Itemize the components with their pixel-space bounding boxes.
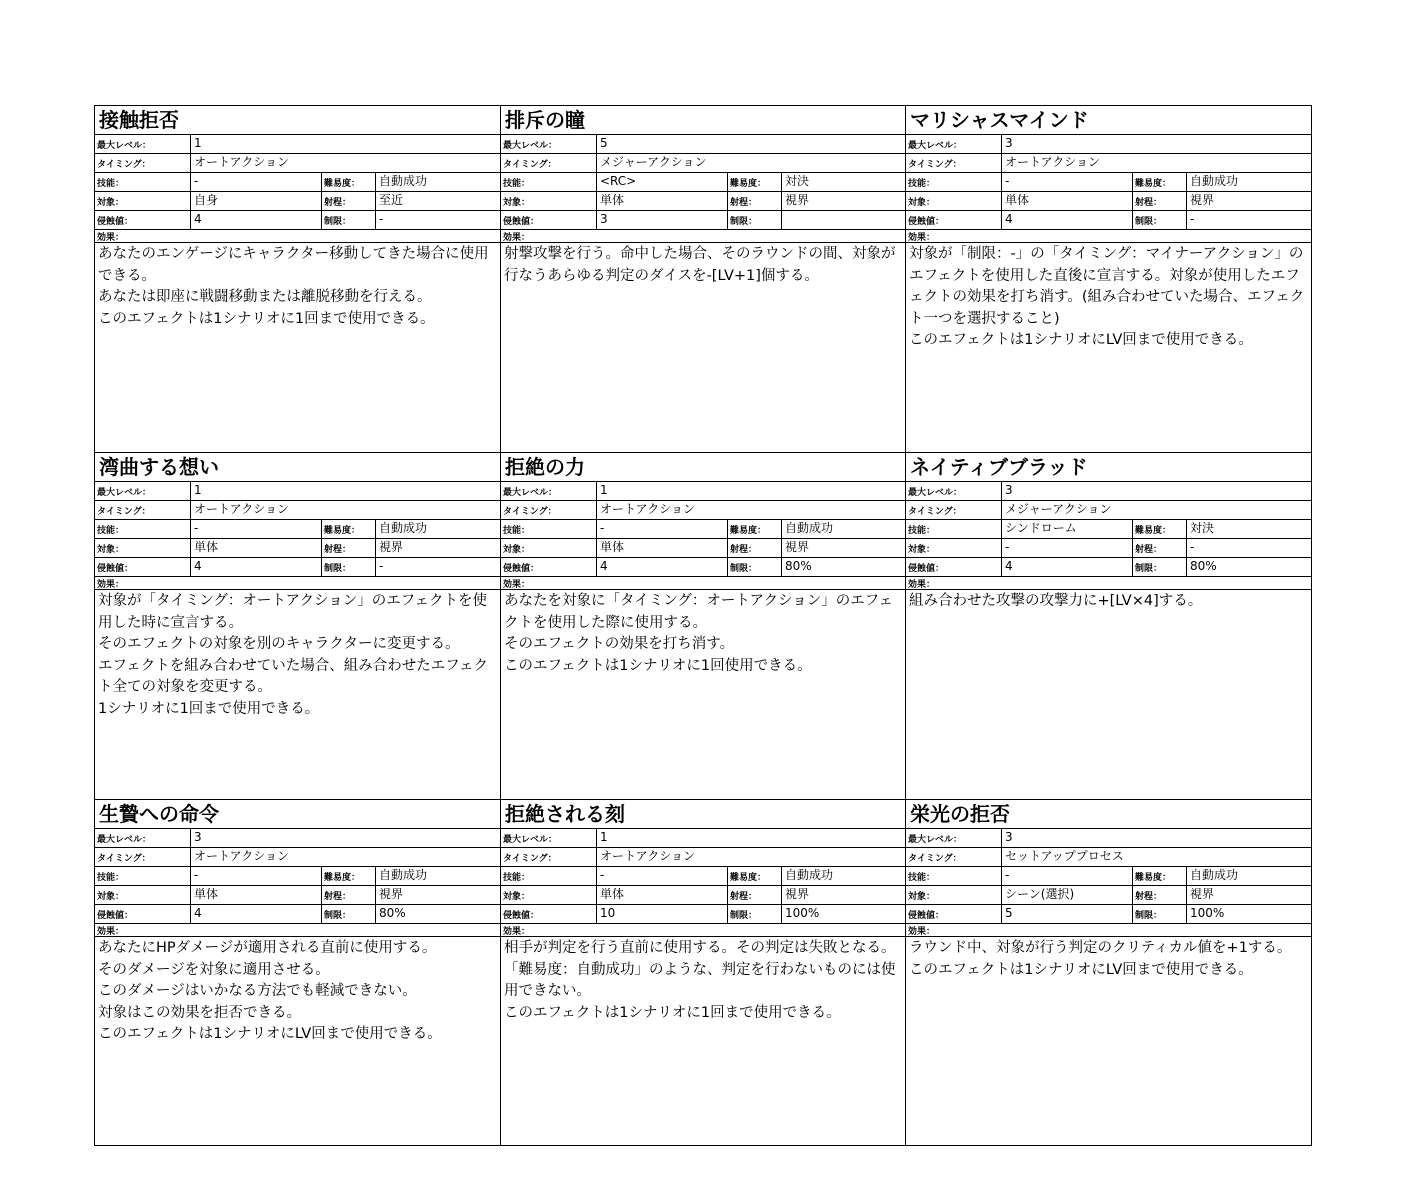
effect-name: 生贄への命令 xyxy=(95,800,500,829)
effect-label: 効果： xyxy=(503,580,531,589)
max-level-row xyxy=(906,135,1311,154)
effect-text: ラウンド中、対象が行う判定のクリティカル値を+1する。 このエフェクトは1シナリオにLV回まで使用できる。 xyxy=(909,940,1292,978)
effect-card-3 xyxy=(906,106,1312,453)
skill-label: 技能： xyxy=(97,526,125,536)
difficulty-value: 自動成功 xyxy=(375,173,500,191)
limit-label: 制限： xyxy=(321,211,375,229)
timing-label: タイミング： xyxy=(503,507,557,517)
erosion-label: 侵蝕値： xyxy=(503,911,540,921)
skill-value: <RC> xyxy=(596,173,727,191)
erosion-label: 侵蝕値： xyxy=(97,911,134,921)
skill-label: 技能： xyxy=(503,179,531,189)
limit-label: 制限： xyxy=(1132,211,1186,229)
skill-value: - xyxy=(190,520,321,538)
effect-label: 効果： xyxy=(503,233,531,242)
max-level-value: 1 xyxy=(190,135,500,153)
erosion-value: 10 xyxy=(596,905,727,923)
skill-row xyxy=(95,867,500,886)
difficulty-value: 自動成功 xyxy=(781,867,905,885)
range-value: - xyxy=(1186,539,1311,557)
max-level-row xyxy=(501,482,905,501)
effect-label-row xyxy=(501,924,905,937)
target-row xyxy=(95,539,500,558)
difficulty-label: 難易度： xyxy=(321,173,375,191)
erosion-label: 侵蝕値： xyxy=(908,564,945,574)
effect-label-row xyxy=(95,577,500,590)
effect-label-row xyxy=(95,230,500,243)
range-value: 視界 xyxy=(781,886,905,904)
range-value: 視界 xyxy=(375,539,500,557)
timing-value: オートアクション xyxy=(1001,154,1311,172)
difficulty-value: 対決 xyxy=(1186,520,1311,538)
difficulty-label: 難易度： xyxy=(1132,173,1186,191)
effect-name: 接触拒否 xyxy=(95,106,500,135)
target-label: 対象： xyxy=(908,545,936,555)
erosion-label: 侵蝕値： xyxy=(503,564,540,574)
timing-row xyxy=(906,154,1311,173)
target-row xyxy=(501,886,905,905)
limit-value: - xyxy=(1186,211,1311,229)
difficulty-value: 自動成功 xyxy=(1186,867,1311,885)
effect-label: 効果： xyxy=(908,580,936,589)
effect-label: 効果： xyxy=(503,927,531,936)
target-row xyxy=(501,192,905,211)
timing-row xyxy=(95,848,500,867)
limit-value: 80% xyxy=(1186,558,1311,576)
effect-label-row xyxy=(501,577,905,590)
effect-label: 効果： xyxy=(908,927,936,936)
range-label: 射程： xyxy=(321,539,375,557)
erosion-value: 5 xyxy=(1001,905,1132,923)
range-label: 射程： xyxy=(727,539,781,557)
max-level-row xyxy=(501,829,905,848)
skill-label: 技能： xyxy=(908,873,936,883)
skill-row xyxy=(95,520,500,539)
skill-value: - xyxy=(1001,867,1132,885)
max-level-value: 3 xyxy=(1001,482,1311,500)
target-value: 単体 xyxy=(190,886,321,904)
target-label: 対象： xyxy=(97,198,125,208)
effect-text: あなたのエンゲージにキャラクター移動してきた場合に使用できる。 あなたは即座に戦闘移動または離脱移動を行える。 このエフェクトは1シナリオに1回まで使用できる。 xyxy=(98,246,489,327)
erosion-row xyxy=(95,211,500,230)
effect-label: 効果： xyxy=(97,233,125,242)
max-level-row xyxy=(501,135,905,154)
difficulty-value: 自動成功 xyxy=(375,867,500,885)
max-level-value: 3 xyxy=(1001,135,1311,153)
target-row xyxy=(906,539,1311,558)
timing-value: メジャーアクション xyxy=(596,154,905,172)
range-value: 視界 xyxy=(375,886,500,904)
erosion-row xyxy=(906,211,1311,230)
target-label: 対象： xyxy=(97,892,125,902)
max-level-label: 最大レベル： xyxy=(908,141,963,151)
max-level-row xyxy=(906,482,1311,501)
range-value: 視界 xyxy=(1186,192,1311,210)
effect-text: 対象が「制限：-」の「タイミング：マイナーアクション」のエフェクトを使用した直後に宣言する。対象が使用したエフェクトの効果を打ち消す。(組み合わせていた場合、エフェクト一つを選択すること) このエフェクトは1シナリオにLV回まで使用できる。 xyxy=(909,246,1305,348)
effect-card-5 xyxy=(501,453,906,800)
range-label: 射程： xyxy=(1132,886,1186,904)
timing-label: タイミング： xyxy=(503,160,557,170)
target-label: 対象： xyxy=(503,198,531,208)
skill-label: 技能： xyxy=(97,179,125,189)
range-label: 射程： xyxy=(727,192,781,210)
target-row xyxy=(95,192,500,211)
skill-label: 技能： xyxy=(97,873,125,883)
effect-name: 湾曲する想い xyxy=(95,453,500,482)
effect-text: 相手が判定を行う直前に使用する。その判定は失敗となる。「難易度：自動成功」のような、判定を行わないものには使用できない。 このエフェクトは1シナリオに1回まで使用できる。 xyxy=(504,940,896,1021)
effect-card-8 xyxy=(501,800,906,1146)
timing-label: タイミング： xyxy=(97,507,151,517)
skill-label: 技能： xyxy=(908,526,936,536)
timing-row xyxy=(501,501,905,520)
limit-value: - xyxy=(375,558,500,576)
target-label: 対象： xyxy=(503,545,531,555)
max-level-value: 3 xyxy=(1001,829,1311,847)
max-level-label: 最大レベル： xyxy=(908,488,963,498)
target-label: 対象： xyxy=(97,545,125,555)
max-level-label: 最大レベル： xyxy=(503,835,558,845)
target-label: 対象： xyxy=(908,892,936,902)
effect-label: 効果： xyxy=(97,927,125,936)
erosion-value: 4 xyxy=(190,905,321,923)
difficulty-value: 自動成功 xyxy=(781,520,905,538)
erosion-value: 4 xyxy=(1001,211,1132,229)
timing-value: オートアクション xyxy=(190,154,500,172)
max-level-row xyxy=(95,482,500,501)
effect-name: 栄光の拒否 xyxy=(906,800,1311,829)
skill-row xyxy=(501,173,905,192)
erosion-label: 侵蝕値： xyxy=(908,911,945,921)
skill-row xyxy=(906,173,1311,192)
erosion-row xyxy=(95,905,500,924)
timing-row xyxy=(501,848,905,867)
difficulty-label: 難易度： xyxy=(1132,867,1186,885)
effect-name: 排斥の瞳 xyxy=(501,106,905,135)
erosion-value: 4 xyxy=(190,211,321,229)
timing-label: タイミング： xyxy=(908,160,962,170)
effect-text: あなたを対象に「タイミング：オートアクション」のエフェクトを使用した際に使用する。 そのエフェクトの効果を打ち消す。 このエフェクトは1シナリオに1回使用できる。 xyxy=(504,593,894,674)
skill-label: 技能： xyxy=(503,873,531,883)
timing-row xyxy=(906,848,1311,867)
erosion-label: 侵蝕値： xyxy=(97,564,134,574)
timing-label: タイミング： xyxy=(97,854,151,864)
timing-row xyxy=(501,154,905,173)
erosion-label: 侵蝕値： xyxy=(503,217,540,227)
range-label: 射程： xyxy=(321,886,375,904)
effect-label: 効果： xyxy=(97,580,125,589)
skill-row xyxy=(501,520,905,539)
effect-label-row xyxy=(906,577,1311,590)
effect-name: 拒絶の力 xyxy=(501,453,905,482)
skill-value: - xyxy=(190,173,321,191)
effect-name: 拒絶される刻 xyxy=(501,800,905,829)
range-value: 至近 xyxy=(375,192,500,210)
skill-label: 技能： xyxy=(908,179,936,189)
max-level-value: 5 xyxy=(596,135,905,153)
effect-card-2 xyxy=(501,106,906,453)
erosion-row xyxy=(95,558,500,577)
effect-name: ネイティブブラッド xyxy=(906,453,1311,482)
target-label: 対象： xyxy=(503,892,531,902)
target-row xyxy=(501,539,905,558)
max-level-label: 最大レベル： xyxy=(503,141,558,151)
erosion-row xyxy=(501,211,905,230)
timing-label: タイミング： xyxy=(908,854,962,864)
target-value: 単体 xyxy=(596,539,727,557)
effect-text: 組み合わせた攻撃の攻撃力に+[LV×4]する。 xyxy=(909,593,1203,609)
skill-row xyxy=(906,867,1311,886)
max-level-row xyxy=(95,135,500,154)
max-level-label: 最大レベル： xyxy=(908,835,963,845)
range-label: 射程： xyxy=(1132,192,1186,210)
effect-label-row xyxy=(906,230,1311,243)
range-value: 視界 xyxy=(781,192,905,210)
timing-row xyxy=(906,501,1311,520)
erosion-value: 4 xyxy=(596,558,727,576)
timing-label: タイミング： xyxy=(97,160,151,170)
timing-row xyxy=(95,501,500,520)
limit-label: 制限： xyxy=(321,905,375,923)
skill-row xyxy=(95,173,500,192)
skill-value: - xyxy=(190,867,321,885)
timing-label: タイミング： xyxy=(503,854,557,864)
limit-label: 制限： xyxy=(321,558,375,576)
difficulty-label: 難易度： xyxy=(727,520,781,538)
difficulty-label: 難易度： xyxy=(1132,520,1186,538)
target-value: シーン(選択) xyxy=(1001,886,1132,904)
limit-value: 80% xyxy=(375,905,500,923)
max-level-value: 1 xyxy=(190,482,500,500)
limit-value: 100% xyxy=(781,905,905,923)
timing-value: オートアクション xyxy=(190,501,500,519)
target-value: 自身 xyxy=(190,192,321,210)
max-level-row xyxy=(906,829,1311,848)
effect-card-7 xyxy=(95,800,501,1146)
max-level-label: 最大レベル： xyxy=(97,488,152,498)
difficulty-value: 自動成功 xyxy=(375,520,500,538)
target-label: 対象： xyxy=(908,198,936,208)
limit-value: - xyxy=(375,211,500,229)
limit-label: 制限： xyxy=(727,905,781,923)
max-level-label: 最大レベル： xyxy=(97,141,152,151)
erosion-label: 侵蝕値： xyxy=(97,217,134,227)
timing-value: メジャーアクション xyxy=(1001,501,1311,519)
erosion-value: 3 xyxy=(596,211,727,229)
skill-row xyxy=(906,520,1311,539)
skill-value: - xyxy=(1001,173,1132,191)
range-label: 射程： xyxy=(727,886,781,904)
effect-card-4 xyxy=(95,453,501,800)
difficulty-value: 自動成功 xyxy=(1186,173,1311,191)
skill-row xyxy=(501,867,905,886)
timing-label: タイミング： xyxy=(908,507,962,517)
timing-value: オートアクション xyxy=(596,848,905,866)
limit-value xyxy=(781,211,905,229)
max-level-value: 1 xyxy=(596,482,905,500)
difficulty-label: 難易度： xyxy=(321,520,375,538)
range-label: 射程： xyxy=(321,192,375,210)
difficulty-label: 難易度： xyxy=(727,173,781,191)
target-row xyxy=(95,886,500,905)
effect-name: マリシャスマインド xyxy=(906,106,1311,135)
skill-value: シンドローム xyxy=(1001,520,1132,538)
timing-value: オートアクション xyxy=(596,501,905,519)
timing-row xyxy=(95,154,500,173)
limit-value: 100% xyxy=(1186,905,1311,923)
effect-text: 射撃攻撃を行う。命中した場合、そのラウンドの間、対象が行なうあらゆる判定のダイスを-[LV+1]個する。 xyxy=(504,246,896,284)
target-value: 単体 xyxy=(190,539,321,557)
skill-value: - xyxy=(596,867,727,885)
timing-value: セットアッププロセス xyxy=(1001,848,1311,866)
effect-card-grid xyxy=(94,105,1312,1146)
timing-value: オートアクション xyxy=(190,848,500,866)
target-row xyxy=(906,886,1311,905)
erosion-row xyxy=(501,905,905,924)
max-level-label: 最大レベル： xyxy=(503,488,558,498)
difficulty-value: 対決 xyxy=(781,173,905,191)
effect-label-row xyxy=(95,924,500,937)
erosion-row xyxy=(906,905,1311,924)
target-row xyxy=(906,192,1311,211)
effect-card-1 xyxy=(95,106,501,453)
limit-label: 制限： xyxy=(727,558,781,576)
erosion-value: 4 xyxy=(1001,558,1132,576)
target-value: 単体 xyxy=(1001,192,1132,210)
limit-label: 制限： xyxy=(1132,905,1186,923)
target-value: 単体 xyxy=(596,192,727,210)
erosion-row xyxy=(906,558,1311,577)
max-level-row xyxy=(95,829,500,848)
effect-label-row xyxy=(501,230,905,243)
max-level-label: 最大レベル： xyxy=(97,835,152,845)
max-level-value: 1 xyxy=(596,829,905,847)
effect-card-9 xyxy=(906,800,1312,1146)
range-label: 射程： xyxy=(1132,539,1186,557)
effect-label: 効果： xyxy=(908,233,936,242)
difficulty-label: 難易度： xyxy=(321,867,375,885)
target-value: - xyxy=(1001,539,1132,557)
limit-label: 制限： xyxy=(727,211,781,229)
target-value: 単体 xyxy=(596,886,727,904)
erosion-row xyxy=(501,558,905,577)
max-level-value: 3 xyxy=(190,829,500,847)
limit-value: 80% xyxy=(781,558,905,576)
erosion-value: 4 xyxy=(190,558,321,576)
erosion-label: 侵蝕値： xyxy=(908,217,945,227)
effect-text: 対象が「タイミング：オートアクション」のエフェクトを使用した時に宣言する。 そのエフェクトの対象を別のキャラクターに変更する。 エフェクトを組み合わせていた場合、組み合わせたエフェクト全ての対象を変更する。 1シナリオに1回まで使用できる。 xyxy=(98,593,489,717)
skill-value: - xyxy=(596,520,727,538)
effect-card-6 xyxy=(906,453,1312,800)
effect-text: あなたにHPダメージが適用される直前に使用する。 そのダメージを対象に適用させる。 このダメージはいかなる方法でも軽減できない。 対象はこの効果を拒否できる。 このエフェクトは1シナリオにLV回まで使用できる。 xyxy=(98,940,442,1042)
effect-label-row xyxy=(906,924,1311,937)
difficulty-label: 難易度： xyxy=(727,867,781,885)
range-value: 視界 xyxy=(1186,886,1311,904)
skill-label: 技能： xyxy=(503,526,531,536)
limit-label: 制限： xyxy=(1132,558,1186,576)
range-value: 視界 xyxy=(781,539,905,557)
